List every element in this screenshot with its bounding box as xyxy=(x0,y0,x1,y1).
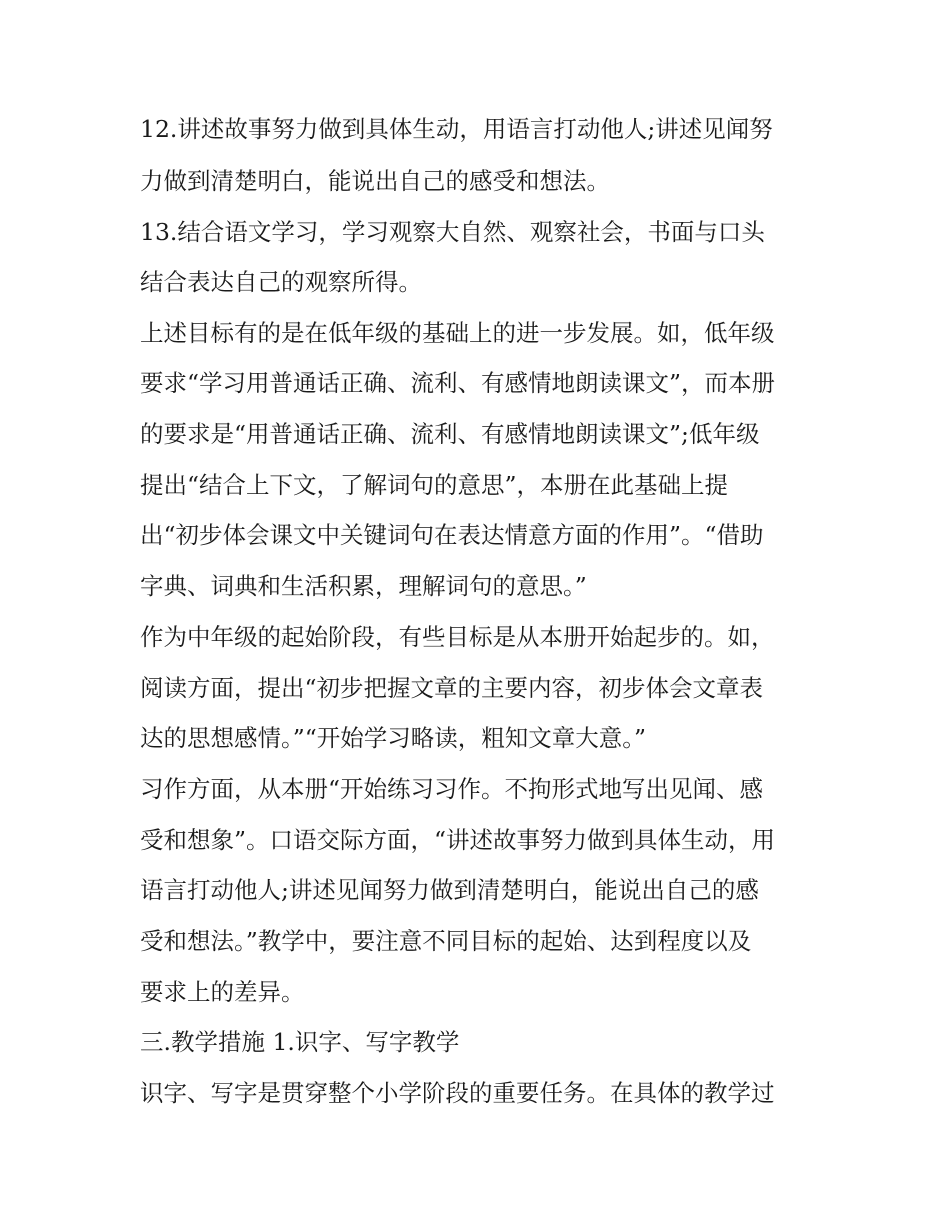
text-line: 要求“学习用普通话正确、流利、有感情地朗读课文”，而本册 xyxy=(140,369,776,397)
text-line: 提出“结合上下文，了解词句的意思”，本册在此基础上提 xyxy=(140,471,729,499)
text-line: 受和想象”。口语交际方面，“讲述故事努力做到具体生动，用 xyxy=(140,826,776,854)
text-line: 字典、词典和生活积累，理解词句的意思。” xyxy=(140,572,587,600)
text-line: 12.讲述故事努力做到具体生动，用语言打动他人;讲述见闻努 xyxy=(140,115,773,143)
text-line: 力做到清楚明白，能说出自己的感受和想法。 xyxy=(140,167,610,195)
text-line: 作为中年级的起始阶段，有些目标是从本册开始起步的。如， xyxy=(140,623,775,651)
text-line: 语言打动他人;讲述见闻努力做到清楚明白，能说出自己的感 xyxy=(140,876,759,904)
text-line: 上述目标有的是在低年级的基础上的进一步发展。如，低年级 xyxy=(140,319,775,347)
text-line: 出“初步体会课文中关键词句在表达情意方面的作用”。“借助 xyxy=(140,521,764,549)
text-line: 受和想法。”教学中，要注意不同目标的起始、达到程度以及 xyxy=(140,927,752,955)
text-line: 结合表达自己的观察所得。 xyxy=(140,268,422,296)
text-line: 13.结合语文学习，学习观察大自然、观察社会，书面与口头 xyxy=(140,218,765,246)
text-line: 的要求是“用普通话正确、流利、有感情地朗读课文”;低年级 xyxy=(140,420,760,448)
text-line: 要求上的差异。 xyxy=(140,978,305,1006)
text-line: 达的思想感情。”“开始学习略读，粗知文章大意。” xyxy=(140,724,647,752)
section-heading: 三.教学措施 1.识字、写字教学 xyxy=(140,1028,460,1056)
text-line: 识字、写字是贯穿整个小学阶段的重要任务。在具体的教学过 xyxy=(140,1079,775,1107)
text-line: 习作方面，从本册“开始练习习作。不拘形式地写出见闻、感 xyxy=(140,775,764,803)
text-line: 阅读方面，提出“初步把握文章的主要内容，初步体会文章表 xyxy=(140,674,764,702)
